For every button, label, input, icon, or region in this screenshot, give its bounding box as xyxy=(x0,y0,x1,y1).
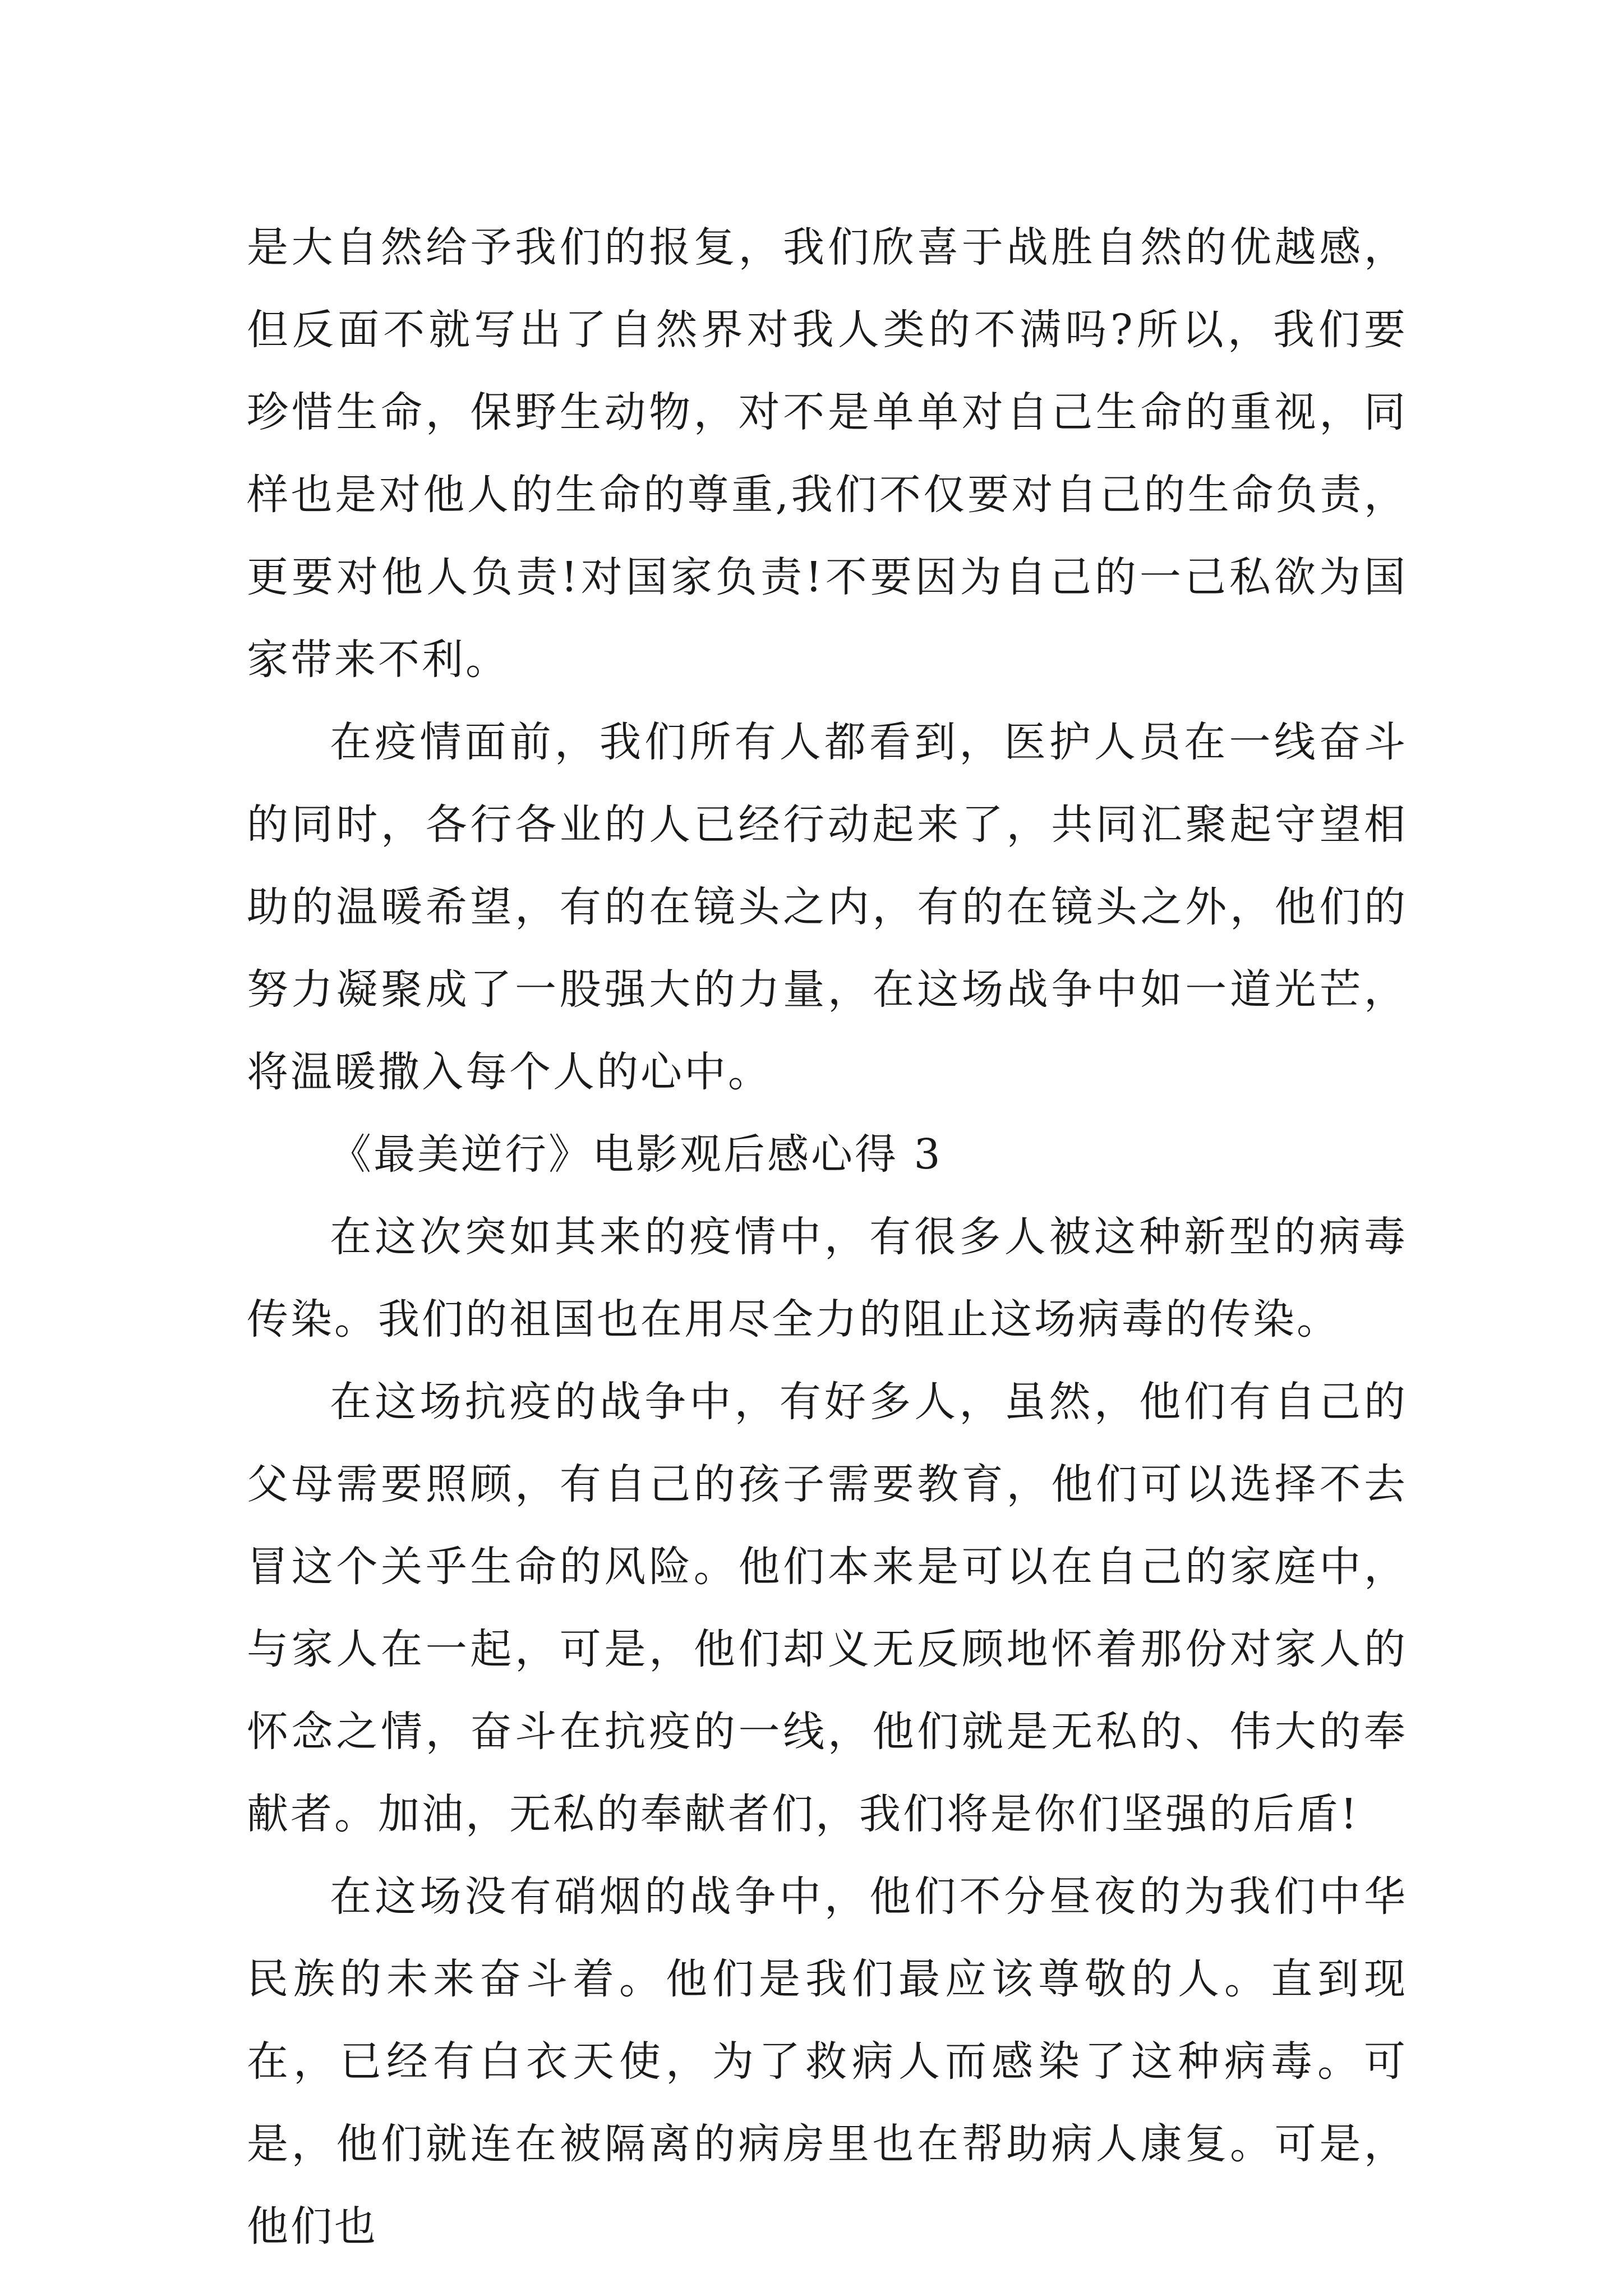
paragraph-4: 在这场抗疫的战争中，有好多人，虽然，他们有自己的父母需要照顾，有自己的孩子需要教育，他们可以选择不去冒这个关乎生命的风险。他们本来是可以在自己的家庭中，与家人在一起，可是，他们却义无反顾地怀着那份对家人的怀念之情，奋斗在抗疫的一线，他们就是无私的、伟大的奉献者。加油，无私的奉献者们，我们将是你们坚强的后盾! xyxy=(247,1378,1408,1838)
section-heading: 《最美逆行》电影观后感心得 3 xyxy=(330,1130,943,1179)
document-body xyxy=(247,206,1408,2268)
paragraph-2: 在疫情面前，我们所有人都看到，医护人员在一线奋斗的同时，各行各业的人已经行动起来了，共同汇聚起守望相助的温暖希望，有的在镜头之内，有的在镜头之外，他们的努力凝聚成了一股强大的力量，在这场战争中如一道光芒，将温暖撒入每个人的心中。 xyxy=(247,718,1408,1096)
paragraph-3: 在这次突如其来的疫情中，有很多人被这种新型的病毒传染。我们的祖国也在用尽全力的阻止这场病毒的传染。 xyxy=(247,1213,1408,1343)
paragraph-1: 是大自然给予我们的报复，我们欣喜于战胜自然的优越感，但反面不就写出了自然界对我人类的不满吗?所以，我们要珍惜生命，保野生动物，对不是单单对自己生命的重视，同样也是对他人的生命的尊重,我们不仅要对自己的生命负责，更要对他人负责!对国家负责!不要因为自己的一己私欲为国家带来不利。 xyxy=(247,223,1408,684)
paragraph-5: 在这场没有硝烟的战争中，他们不分昼夜的为我们中华民族的未来奋斗着。他们是我们最应该尊敬的人。直到现在，已经有白衣天使，为了救病人而感染了这种病毒。可是，他们就连在被隔离的病房里也在帮助病人康复。可是，他们也 xyxy=(247,1872,1408,2251)
